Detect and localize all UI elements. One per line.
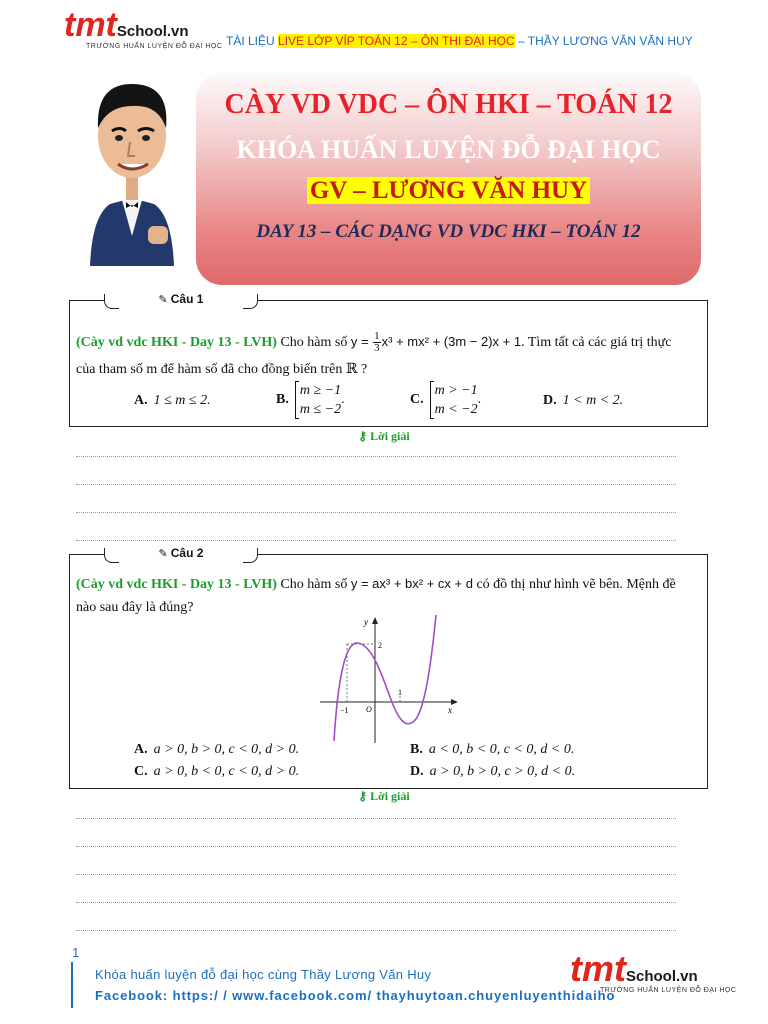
question-1-label: Câu 1 (170, 292, 204, 306)
system-line-2: m ≤ −2 (299, 402, 342, 417)
banner-title: CÀY VD VDC – ÔN HKI – TOÁN 12 (224, 89, 673, 120)
option-letter: A. (134, 393, 148, 408)
question-1-option-a[interactable] (134, 393, 211, 409)
key-icon: ⚷ (358, 429, 368, 443)
option-letter: A. (134, 742, 148, 757)
banner-teacher (196, 177, 701, 205)
question-1-tab (106, 292, 256, 310)
answer-line (76, 902, 676, 903)
solution-text: Lời giải (370, 429, 410, 443)
question-2-line2: nào sau đây là đúng? (76, 600, 194, 615)
answer-line (76, 930, 676, 931)
question-1-option-b[interactable] (276, 381, 345, 419)
graph-x-label: x (448, 705, 452, 715)
footer-divider (71, 962, 73, 1008)
tmt-logo-bottom (570, 948, 736, 994)
question-1-box (69, 292, 708, 427)
question-1-after: . Tìm tất cả các giá trị thực (521, 335, 672, 350)
question-1-option-c[interactable] (410, 381, 481, 419)
question-2-box (69, 546, 708, 789)
logo-brand: tmt (570, 948, 626, 989)
question-1-text (76, 327, 699, 358)
key-icon: ⚷ (358, 789, 368, 803)
option-end: . (341, 392, 345, 408)
graph-tick-y: 2 (378, 641, 382, 650)
question-1-func-b: x³ + mx² + (3m − 2)x + 1 (381, 334, 522, 349)
question-2-option-b[interactable] (410, 742, 574, 758)
option-letter: D. (543, 393, 557, 408)
option-letter: B. (276, 392, 289, 408)
option-text: a > 0, b < 0, c < 0, d > 0. (153, 764, 300, 779)
option-system (430, 381, 478, 419)
question-1-line2: của tham số m để hàm số đã cho đồng biến trên ℝ ? (76, 362, 368, 377)
question-1-intro: Cho hàm số (276, 335, 351, 350)
option-system (295, 381, 341, 419)
system-line-2: m < −2 (434, 402, 478, 417)
graph-y-label: y (364, 617, 368, 627)
question-1-fraction (373, 331, 381, 354)
cubic-graph (320, 615, 460, 745)
logo-domain: School.vn (626, 968, 698, 985)
solution-label-1 (0, 429, 768, 444)
footer-course: Khóa huấn luyện đỗ đại học cùng Thầy Lương Văn Huy (95, 967, 432, 982)
fraction-numerator: 1 (374, 330, 380, 343)
tmt-logo-top (64, 6, 222, 50)
option-text: a > 0, b > 0, c > 0, d < 0. (429, 764, 576, 779)
solution-text: Lời giải (370, 789, 410, 803)
graph-origin: O (366, 705, 372, 714)
answer-line (76, 846, 676, 847)
banner-teacher-text: GV – LƯƠNG VĂN HUY (307, 177, 590, 204)
footer-facebook-link[interactable]: Facebook: https:/ / www.facebook.com/ thayhuytoan.chuyenluyenthidaiho (95, 988, 616, 1003)
question-2-func: y = ax³ + bx² + cx + d (350, 576, 473, 591)
title-banner (196, 73, 701, 285)
answer-line (76, 540, 676, 541)
option-text: 1 < m < 2. (562, 393, 624, 408)
system-line-1: m ≥ −1 (299, 383, 342, 398)
option-text: a < 0, b < 0, c < 0, d < 0. (428, 742, 575, 757)
answer-line (76, 512, 676, 513)
document-header (226, 34, 693, 48)
option-letter: C. (134, 764, 148, 779)
solution-label-2 (0, 789, 768, 804)
logo-domain: School.vn (116, 23, 189, 40)
question-2-after: có đồ thị như hình vẽ bên. Mệnh đề (472, 577, 676, 592)
option-letter: D. (410, 764, 424, 779)
header-highlight: LIVE LỚP VÍP TOÁN 12 – ÔN THI ĐẠI HỌC (278, 34, 515, 48)
graph-tick-x-neg: −1 (340, 706, 349, 715)
question-2-label: Câu 2 (170, 546, 204, 560)
option-text: a > 0, b > 0, c < 0, d > 0. (153, 742, 300, 757)
answer-line (76, 484, 676, 485)
fraction-denominator: 3 (374, 342, 380, 355)
question-2-tab (106, 546, 256, 564)
logo-brand: tmt (64, 6, 117, 44)
option-text: 1 ≤ m ≤ 2. (153, 393, 211, 408)
option-letter: B. (410, 742, 423, 757)
graph-tick-x-pos: 1 (398, 688, 402, 697)
question-2-option-d[interactable] (410, 764, 575, 780)
question-2-option-c[interactable] (134, 764, 299, 780)
header-suffix: – THẦY LƯƠNG VĂN VĂN HUY (514, 34, 693, 48)
header-prefix: TÀI LIỆU (226, 34, 279, 48)
banner-day: DAY 13 – CÁC DẠNG VD VDC HKI – TOÁN 12 (256, 221, 641, 242)
answer-line (76, 874, 676, 875)
page-number: 1 (72, 945, 80, 960)
edit-icon: ✎ (158, 294, 168, 306)
question-2-tag: (Cày vd vdc HKI - Day 13 - LVH) (76, 577, 277, 592)
question-1-option-d[interactable] (543, 393, 623, 409)
answer-line (76, 818, 676, 819)
logo-tagline: TRƯỜNG HUẤN LUYỆN ĐỖ ĐẠI HỌC (600, 987, 737, 994)
teacher-avatar (88, 76, 176, 266)
system-line-1: m > −1 (434, 383, 478, 398)
question-2-intro: Cho hàm số (276, 577, 351, 592)
edit-icon: ✎ (158, 548, 168, 560)
question-2-option-a[interactable] (134, 742, 299, 758)
banner-course: KHÓA HUẤN LUYỆN ĐỖ ĐẠI HỌC (236, 135, 661, 164)
option-letter: C. (410, 392, 424, 408)
option-end: . (477, 392, 482, 408)
question-1-func-a: y = (350, 334, 373, 349)
question-1-tag: (Cày vd vdc HKI - Day 13 - LVH) (76, 335, 277, 350)
answer-line (76, 456, 676, 457)
logo-tagline: TRƯỜNG HUẤN LUYỆN ĐỖ ĐẠI HỌC (86, 43, 223, 50)
